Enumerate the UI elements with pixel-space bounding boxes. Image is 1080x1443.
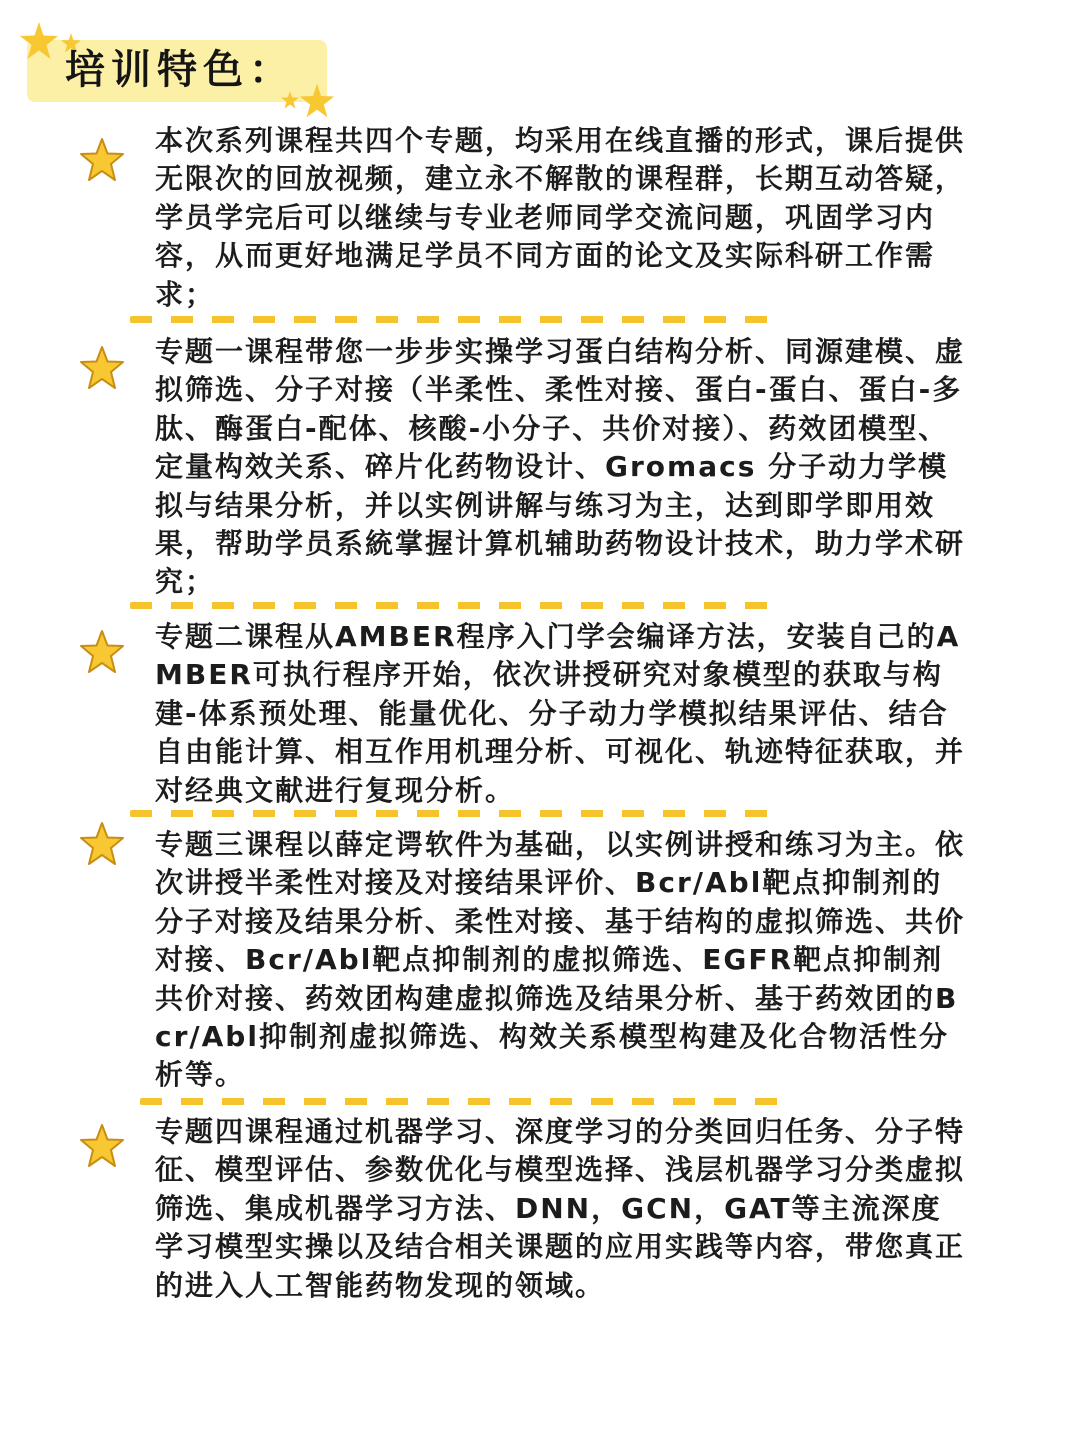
dashed-divider xyxy=(130,810,782,817)
dashed-divider xyxy=(130,602,782,609)
section-paragraph: 专题三课程以薛定谔软件为基础，以实例讲授和练习为主。依次讲授半柔性对接及对接结果评价、Bcr/Abl靶点抑制剂的分子对接及结果分析、柔性对接、基于结构的虚拟筛选、共价对接、Bcr/Abl靶点抑制剂的虚拟筛选、EGFR靶点抑制剂共价对接、药效团构建虚拟筛选及结果分析、基于药效团的Bcr/Abl抑制剂虚拟筛选、构效关系模型构建及化合物活性分析等。 xyxy=(155,828,966,1092)
section-paragraph: 专题二课程从AMBER程序入门学会编译方法，安装自己的AMBER可执行程序开始，依次讲授研究对象模型的获取与构建-体系预处理、能量优化、分子动力学模拟结果评估、结合自由能计算、相互作用机理分析、可视化、轨迹特征获取，并对经典文献进行复现分析。 xyxy=(155,620,966,807)
sparkle-star-icon xyxy=(298,82,336,120)
star-icon xyxy=(78,1122,126,1170)
sparkle-star-icon xyxy=(18,20,60,62)
page-title: 培训特色： xyxy=(65,47,295,93)
star-icon xyxy=(78,628,126,676)
section-paragraph: 专题一课程带您一步步实操学习蛋白结构分析、同源建模、虚拟筛选、分子对接（半柔性、柔性对接、蛋白-蛋白、蛋白-多肽、酶蛋白-配体、核酸-小分子、共价对接）、药效团模型、定量构效关系、碎片化药物设计、Gromacs 分子动力学模拟与结果分析，并以实例讲解与练习为主，达到即学即用效果，帮助学员系統掌握计算机辅助药物设计技术，助力学术研究； xyxy=(155,335,966,599)
dashed-divider xyxy=(130,316,782,323)
star-icon xyxy=(78,344,126,392)
star-icon xyxy=(78,136,126,184)
dashed-divider xyxy=(140,1098,792,1105)
section-paragraph: 本次系列课程共四个专题，均采用在线直播的形式，课后提供无限次的回放视频，建立永不解散的课程群，长期互动答疑，学员学完后可以继续与专业老师同学交流问题，巩固学习内容，从而更好地满足学员不同方面的论文及实际科研工作需求； xyxy=(155,124,966,311)
section-paragraph: 专题四课程通过机器学习、深度学习的分类回归任务、分子特征、模型评估、参数优化与模型选择、浅层机器学习分类虚拟筛选、集成机器学习方法、DNN，GCN，GAT等主流深度学习模型实操以及结合相关课题的应用实践等内容，带您真正的进入人工智能药物发现的领域。 xyxy=(155,1115,966,1302)
star-icon xyxy=(78,820,126,868)
